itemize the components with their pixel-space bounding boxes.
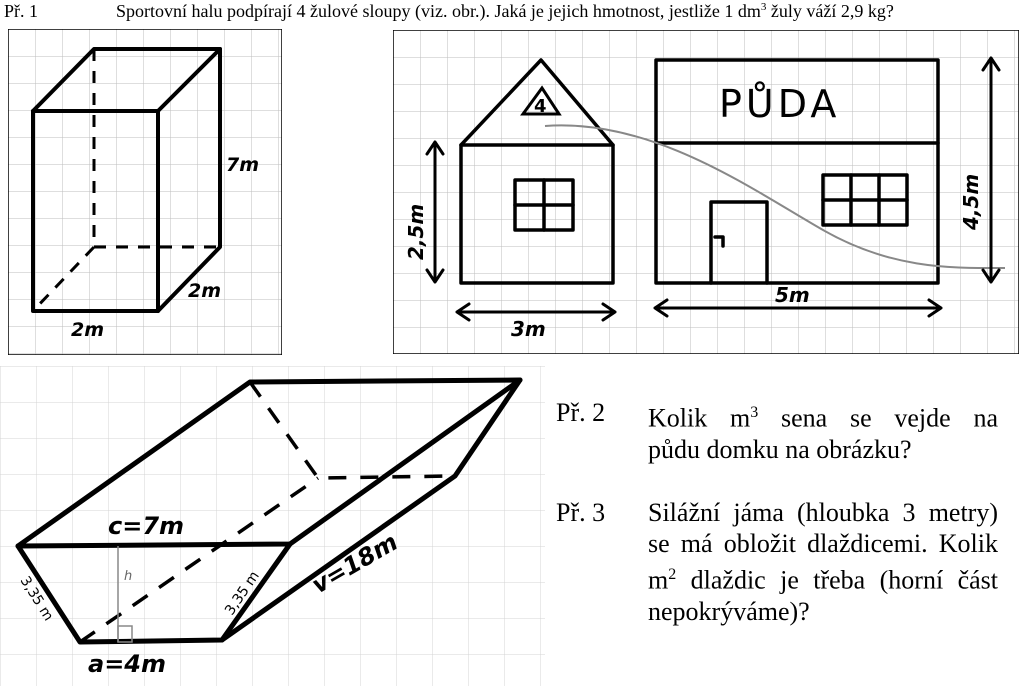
width-small-label: 3m [511, 317, 546, 341]
problem1-label: Př. 1 [4, 1, 39, 21]
problem2-line1 [648, 397, 998, 434]
prism-width-label: 2m [71, 319, 105, 341]
problem2-text [648, 397, 998, 465]
problem3-text [648, 497, 998, 627]
problem2-label: Př. 2 [556, 398, 606, 427]
prism-height-label: 7m [226, 154, 260, 176]
problem3-sup: 2 [668, 566, 677, 583]
problem1-sup: 3 [760, 1, 767, 13]
problem3-label: Př. 3 [556, 498, 606, 527]
total-height-label: 4,5m [959, 173, 983, 230]
prism-figure [8, 29, 282, 355]
pit-v-label: v=18m [307, 527, 403, 600]
pit-figure [0, 366, 545, 686]
problem2-line1-before: Kolik m [648, 403, 751, 433]
pit-c-label: c=7m [108, 512, 185, 540]
prism-grid [8, 29, 282, 355]
house-grid [393, 30, 1019, 354]
wall-height-label: 2,5m [404, 203, 428, 260]
problem2-line1-after: sena se vejde na [758, 403, 998, 433]
attic-word: PŮDA [719, 82, 841, 126]
problem1-text-before: Sportovní halu podpírají 4 žulové sloupy (viz. obr.). Jaká je jejich hmotnost, jestliže 1 dm [116, 1, 761, 21]
roof-number: 4 [534, 96, 547, 117]
problem2-line2: půdu domku na obrázku? [648, 434, 912, 464]
prism-depth-label: 2m [188, 280, 222, 302]
problem3-text-after: dlaždic je třeba (horní část nepokrýváme)? [648, 565, 998, 626]
house-figure [393, 30, 1019, 354]
problem1-text-after: žuly váží 2,9 kg? [766, 1, 894, 21]
pit-side-left-label: 3,35 m [16, 573, 57, 624]
problem3-text-before: Silážní jáma (hloubka 3 metry) se má obložit dlaždicemi. Kolik m [648, 498, 998, 595]
pit-h-label: h [124, 569, 133, 584]
problem2-sup: 3 [750, 404, 759, 421]
problem1-text [116, 1, 894, 22]
pit-side-right-label: 3,35 m [222, 568, 263, 619]
pit-a-label: a=4m [88, 650, 167, 678]
width-large-label: 5m [775, 283, 810, 307]
